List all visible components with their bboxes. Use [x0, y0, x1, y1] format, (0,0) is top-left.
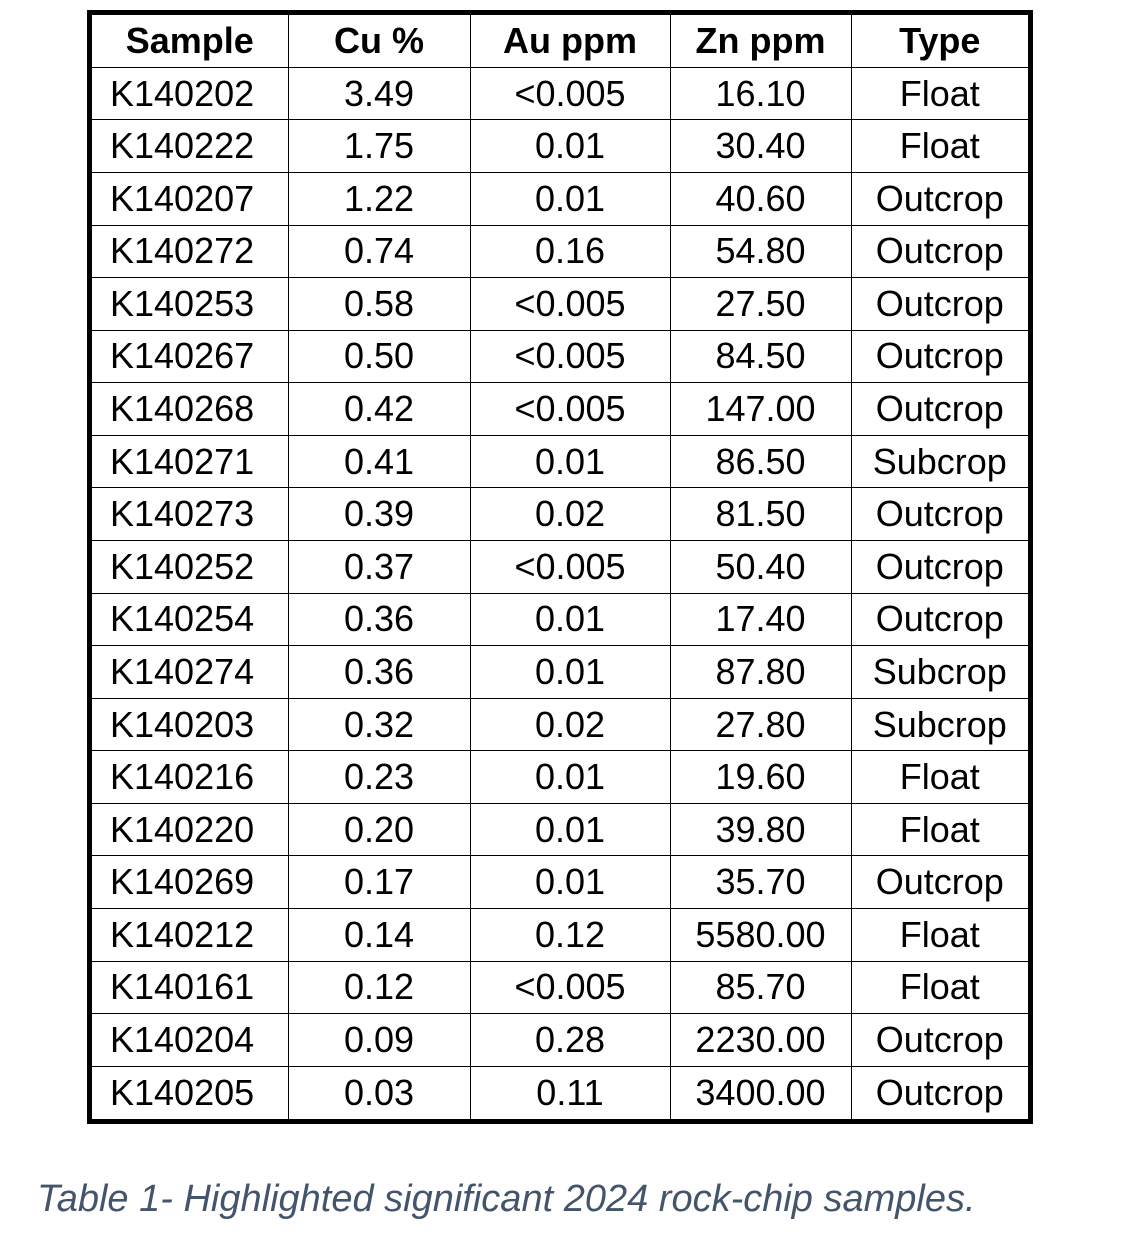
sample-cell: K140274	[92, 646, 288, 699]
table-row	[92, 225, 1028, 278]
sample-cell: K140205	[92, 1066, 288, 1119]
au-cell: 0.01	[470, 172, 670, 225]
type-cell: Float	[851, 120, 1028, 173]
sample-cell: K140252	[92, 541, 288, 594]
cu-cell: 0.32	[288, 698, 470, 751]
header-au: Au ppm	[470, 15, 670, 67]
table-row	[92, 751, 1028, 804]
type-cell: Float	[851, 909, 1028, 962]
cu-cell: 0.36	[288, 646, 470, 699]
zn-cell: 81.50	[670, 488, 851, 541]
sample-cell: K140269	[92, 856, 288, 909]
zn-cell: 54.80	[670, 225, 851, 278]
au-cell: 0.01	[470, 646, 670, 699]
zn-cell: 2230.00	[670, 1014, 851, 1067]
samples-table-frame	[87, 10, 1033, 1124]
sample-cell: K140253	[92, 278, 288, 331]
cu-cell: 0.42	[288, 383, 470, 436]
type-cell: Outcrop	[851, 383, 1028, 436]
type-cell: Outcrop	[851, 1066, 1028, 1119]
table-row	[92, 961, 1028, 1014]
table-row	[92, 435, 1028, 488]
sample-cell: K140207	[92, 172, 288, 225]
sample-cell: K140272	[92, 225, 288, 278]
au-cell: 0.01	[470, 856, 670, 909]
zn-cell: 40.60	[670, 172, 851, 225]
sample-cell: K140204	[92, 1014, 288, 1067]
zn-cell: 87.80	[670, 646, 851, 699]
type-cell: Float	[851, 751, 1028, 804]
type-cell: Outcrop	[851, 1014, 1028, 1067]
table-body	[92, 67, 1028, 1119]
au-cell: 0.28	[470, 1014, 670, 1067]
zn-cell: 30.40	[670, 120, 851, 173]
zn-cell: 16.10	[670, 67, 851, 120]
au-cell: 0.02	[470, 488, 670, 541]
zn-cell: 84.50	[670, 330, 851, 383]
cu-cell: 0.20	[288, 803, 470, 856]
type-cell: Outcrop	[851, 278, 1028, 331]
type-cell: Subcrop	[851, 698, 1028, 751]
sample-cell: K140271	[92, 435, 288, 488]
cu-cell: 0.12	[288, 961, 470, 1014]
table-row	[92, 593, 1028, 646]
type-cell: Outcrop	[851, 593, 1028, 646]
cu-cell: 0.36	[288, 593, 470, 646]
header-cu: Cu %	[288, 15, 470, 67]
type-cell: Float	[851, 67, 1028, 120]
table-row	[92, 803, 1028, 856]
cu-cell: 0.09	[288, 1014, 470, 1067]
au-cell: 0.01	[470, 593, 670, 646]
type-cell: Float	[851, 803, 1028, 856]
table-row	[92, 1066, 1028, 1119]
table-row	[92, 909, 1028, 962]
header-zn: Zn ppm	[670, 15, 851, 67]
zn-cell: 27.80	[670, 698, 851, 751]
header-sample: Sample	[92, 15, 288, 67]
au-cell: 0.01	[470, 751, 670, 804]
sample-cell: K140212	[92, 909, 288, 962]
type-cell: Outcrop	[851, 488, 1028, 541]
au-cell: 0.12	[470, 909, 670, 962]
table-row	[92, 172, 1028, 225]
table-caption: Table 1- Highlighted significant 2024 rock-chip samples.	[37, 1178, 976, 1220]
table-row	[92, 646, 1028, 699]
table-row	[92, 67, 1028, 120]
table-row	[92, 541, 1028, 594]
cu-cell: 3.49	[288, 67, 470, 120]
cu-cell: 1.75	[288, 120, 470, 173]
type-cell: Subcrop	[851, 646, 1028, 699]
sample-cell: K140203	[92, 698, 288, 751]
au-cell: 0.16	[470, 225, 670, 278]
cu-cell: 0.03	[288, 1066, 470, 1119]
cu-cell: 0.39	[288, 488, 470, 541]
sample-cell: K140222	[92, 120, 288, 173]
au-cell: 0.02	[470, 698, 670, 751]
type-cell: Subcrop	[851, 435, 1028, 488]
au-cell: <0.005	[470, 541, 670, 594]
au-cell: <0.005	[470, 383, 670, 436]
cu-cell: 0.14	[288, 909, 470, 962]
table-row	[92, 330, 1028, 383]
table-row	[92, 488, 1028, 541]
cu-cell: 0.50	[288, 330, 470, 383]
au-cell: <0.005	[470, 67, 670, 120]
cu-cell: 0.17	[288, 856, 470, 909]
samples-table	[92, 15, 1028, 1119]
header-type: Type	[851, 15, 1028, 67]
au-cell: <0.005	[470, 330, 670, 383]
zn-cell: 3400.00	[670, 1066, 851, 1119]
type-cell: Outcrop	[851, 172, 1028, 225]
table-row	[92, 120, 1028, 173]
table-row	[92, 383, 1028, 436]
sample-cell: K140267	[92, 330, 288, 383]
zn-cell: 39.80	[670, 803, 851, 856]
table-row	[92, 1014, 1028, 1067]
au-cell: <0.005	[470, 278, 670, 331]
sample-cell: K140254	[92, 593, 288, 646]
au-cell: 0.11	[470, 1066, 670, 1119]
zn-cell: 27.50	[670, 278, 851, 331]
zn-cell: 35.70	[670, 856, 851, 909]
type-cell: Outcrop	[851, 330, 1028, 383]
sample-cell: K140268	[92, 383, 288, 436]
cu-cell: 0.41	[288, 435, 470, 488]
au-cell: 0.01	[470, 803, 670, 856]
table-header-row	[92, 15, 1028, 67]
sample-cell: K140220	[92, 803, 288, 856]
zn-cell: 147.00	[670, 383, 851, 436]
type-cell: Float	[851, 961, 1028, 1014]
type-cell: Outcrop	[851, 856, 1028, 909]
sample-cell: K140202	[92, 67, 288, 120]
table-row	[92, 856, 1028, 909]
cu-cell: 0.37	[288, 541, 470, 594]
au-cell: <0.005	[470, 961, 670, 1014]
cu-cell: 0.23	[288, 751, 470, 804]
zn-cell: 19.60	[670, 751, 851, 804]
type-cell: Outcrop	[851, 541, 1028, 594]
sample-cell: K140161	[92, 961, 288, 1014]
cu-cell: 1.22	[288, 172, 470, 225]
type-cell: Outcrop	[851, 225, 1028, 278]
table-row	[92, 698, 1028, 751]
zn-cell: 85.70	[670, 961, 851, 1014]
sample-cell: K140216	[92, 751, 288, 804]
zn-cell: 50.40	[670, 541, 851, 594]
table-row	[92, 278, 1028, 331]
zn-cell: 17.40	[670, 593, 851, 646]
sample-cell: K140273	[92, 488, 288, 541]
cu-cell: 0.58	[288, 278, 470, 331]
au-cell: 0.01	[470, 435, 670, 488]
au-cell: 0.01	[470, 120, 670, 173]
cu-cell: 0.74	[288, 225, 470, 278]
zn-cell: 5580.00	[670, 909, 851, 962]
zn-cell: 86.50	[670, 435, 851, 488]
